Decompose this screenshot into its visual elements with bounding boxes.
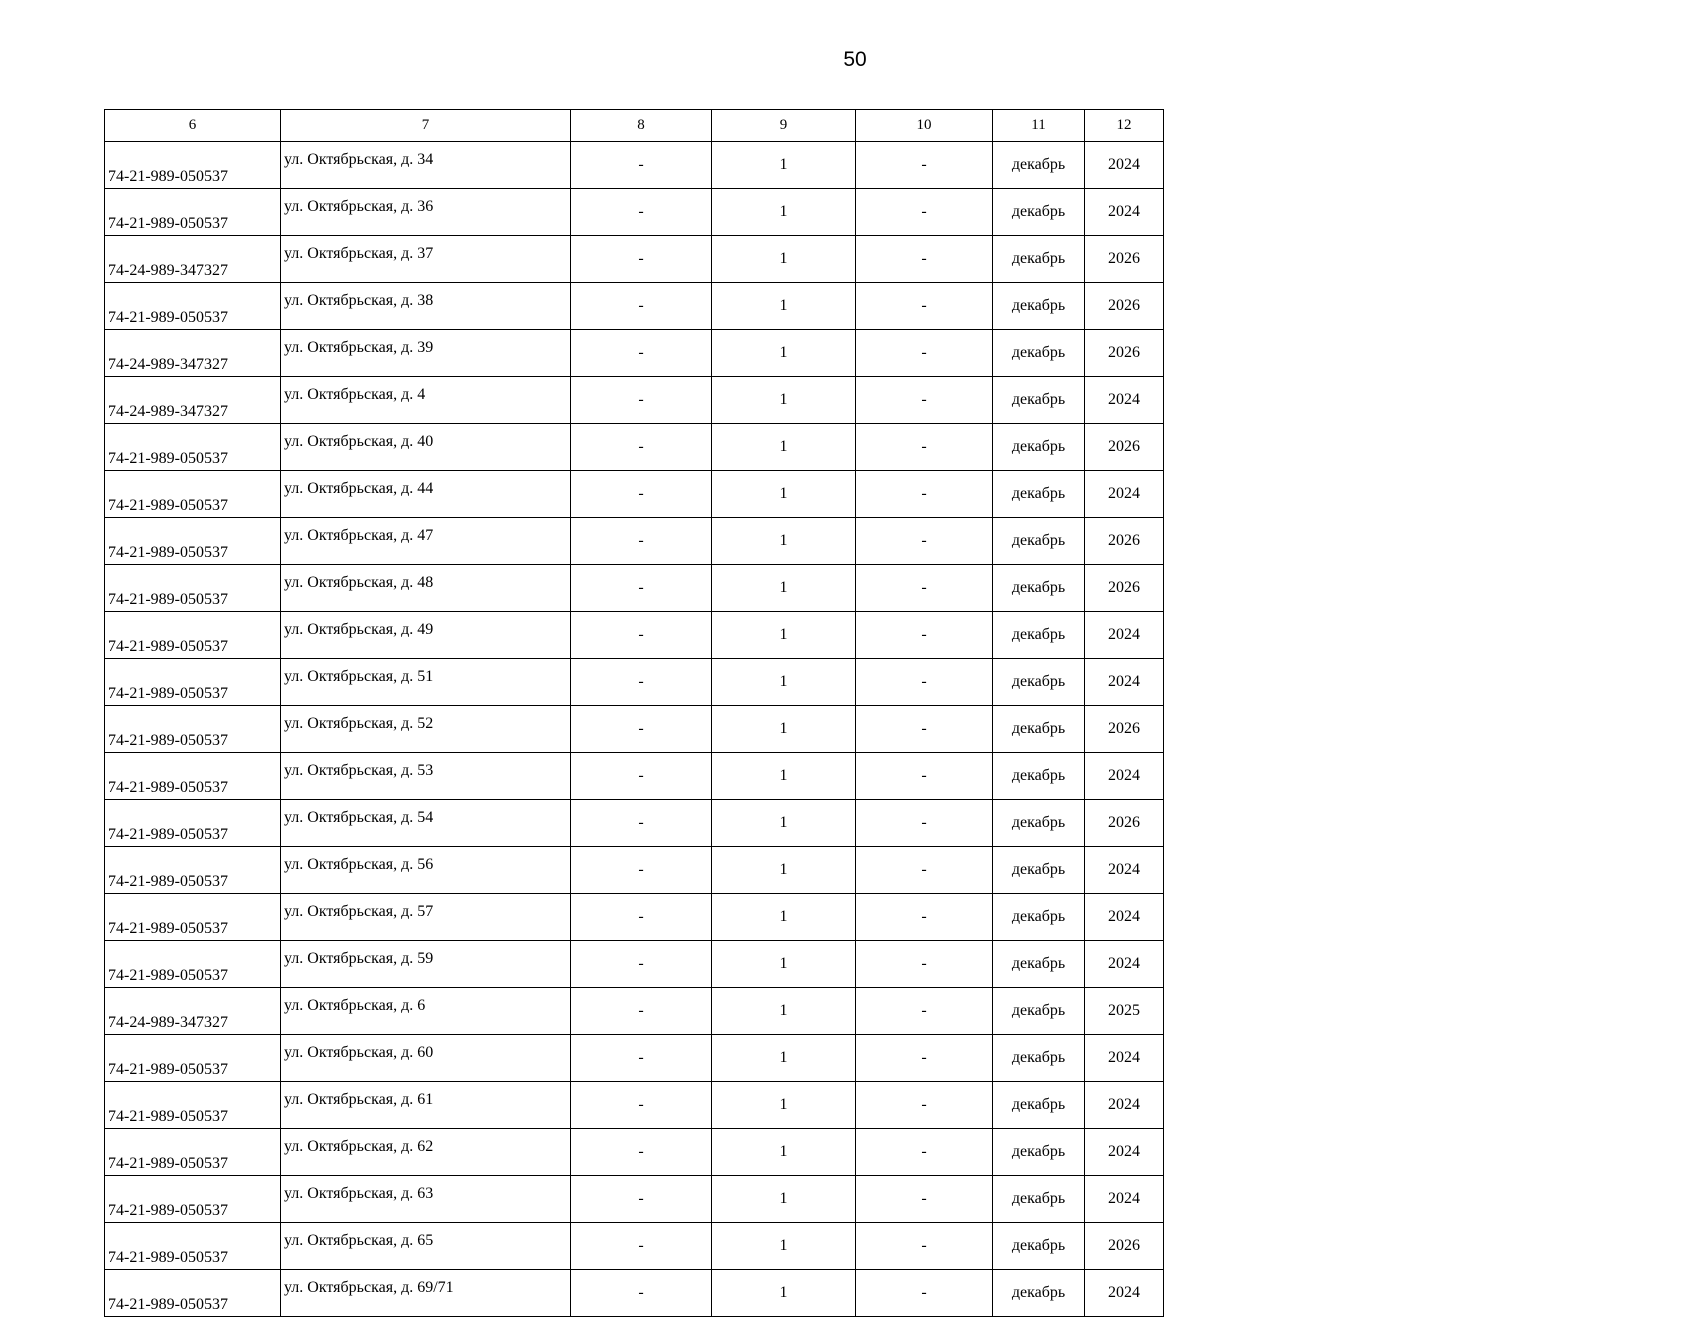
address-cell: ул. Октябрьская, д. 6 (281, 988, 571, 1035)
table-row (105, 894, 1164, 941)
address-cell: ул. Октябрьская, д. 59 (281, 941, 571, 988)
month-cell: декабрь (993, 283, 1085, 330)
table-row (105, 471, 1164, 518)
year-cell: 2026 (1085, 330, 1164, 377)
address-cell: ул. Октябрьская, д. 4 (281, 377, 571, 424)
col-10-cell: - (856, 1082, 993, 1129)
month-cell: декабрь (993, 565, 1085, 612)
col-10-cell: - (856, 330, 993, 377)
year-cell: 2024 (1085, 377, 1164, 424)
col-8-cell: - (571, 142, 712, 189)
table-row (105, 1129, 1164, 1176)
col-9-cell: 1 (712, 236, 856, 283)
cadastral-number-cell: 74-21-989-050537 (105, 189, 281, 236)
col-8-cell: - (571, 1176, 712, 1223)
col-8-cell: - (571, 330, 712, 377)
table-row (105, 1082, 1164, 1129)
table-row (105, 941, 1164, 988)
col-8-cell: - (571, 518, 712, 565)
column-header: 11 (993, 110, 1085, 142)
col-8-cell: - (571, 988, 712, 1035)
table-row (105, 565, 1164, 612)
address-cell: ул. Октябрьская, д. 47 (281, 518, 571, 565)
col-9-cell: 1 (712, 988, 856, 1035)
cadastral-number-cell: 74-21-989-050537 (105, 283, 281, 330)
month-cell: декабрь (993, 1270, 1085, 1317)
table-row (105, 706, 1164, 753)
col-9-cell: 1 (712, 1223, 856, 1270)
col-9-cell: 1 (712, 189, 856, 236)
col-10-cell: - (856, 236, 993, 283)
month-cell: декабрь (993, 471, 1085, 518)
col-9-cell: 1 (712, 283, 856, 330)
col-10-cell: - (856, 189, 993, 236)
col-10-cell: - (856, 1176, 993, 1223)
cadastral-number-cell: 74-21-989-050537 (105, 941, 281, 988)
month-cell: декабрь (993, 988, 1085, 1035)
col-10-cell: - (856, 753, 993, 800)
month-cell: декабрь (993, 236, 1085, 283)
table-row (105, 330, 1164, 377)
address-cell: ул. Октябрьская, д. 49 (281, 612, 571, 659)
address-cell: ул. Октябрьская, д. 62 (281, 1129, 571, 1176)
month-cell: декабрь (993, 894, 1085, 941)
schedule-table (104, 109, 1164, 1317)
year-cell: 2026 (1085, 236, 1164, 283)
table-row (105, 800, 1164, 847)
col-10-cell: - (856, 142, 993, 189)
address-cell: ул. Октябрьская, д. 61 (281, 1082, 571, 1129)
month-cell: декабрь (993, 330, 1085, 377)
col-9-cell: 1 (712, 330, 856, 377)
col-10-cell: - (856, 424, 993, 471)
table-row (105, 189, 1164, 236)
col-9-cell: 1 (712, 659, 856, 706)
table-row (105, 424, 1164, 471)
col-9-cell: 1 (712, 894, 856, 941)
address-cell: ул. Октябрьская, д. 53 (281, 753, 571, 800)
cadastral-number-cell: 74-21-989-050537 (105, 142, 281, 189)
col-8-cell: - (571, 1270, 712, 1317)
table-row (105, 1176, 1164, 1223)
col-9-cell: 1 (712, 753, 856, 800)
col-10-cell: - (856, 988, 993, 1035)
col-9-cell: 1 (712, 1035, 856, 1082)
col-10-cell: - (856, 471, 993, 518)
table-row (105, 377, 1164, 424)
year-cell: 2026 (1085, 706, 1164, 753)
cadastral-number-cell: 74-24-989-347327 (105, 988, 281, 1035)
address-cell: ул. Октябрьская, д. 34 (281, 142, 571, 189)
col-9-cell: 1 (712, 424, 856, 471)
month-cell: декабрь (993, 706, 1085, 753)
year-cell: 2024 (1085, 189, 1164, 236)
address-cell: ул. Октябрьская, д. 54 (281, 800, 571, 847)
col-10-cell: - (856, 565, 993, 612)
col-8-cell: - (571, 377, 712, 424)
cadastral-number-cell: 74-21-989-050537 (105, 1270, 281, 1317)
table-row (105, 518, 1164, 565)
cadastral-number-cell: 74-21-989-050537 (105, 753, 281, 800)
year-cell: 2026 (1085, 800, 1164, 847)
col-10-cell: - (856, 1035, 993, 1082)
cadastral-number-cell: 74-21-989-050537 (105, 471, 281, 518)
year-cell: 2025 (1085, 988, 1164, 1035)
column-header: 7 (281, 110, 571, 142)
col-10-cell: - (856, 1223, 993, 1270)
address-cell: ул. Октябрьская, д. 40 (281, 424, 571, 471)
month-cell: декабрь (993, 847, 1085, 894)
col-8-cell: - (571, 189, 712, 236)
address-cell: ул. Октябрьская, д. 60 (281, 1035, 571, 1082)
col-8-cell: - (571, 706, 712, 753)
col-10-cell: - (856, 706, 993, 753)
address-cell: ул. Октябрьская, д. 36 (281, 189, 571, 236)
year-cell: 2024 (1085, 847, 1164, 894)
cadastral-number-cell: 74-21-989-050537 (105, 1176, 281, 1223)
col-10-cell: - (856, 894, 993, 941)
col-10-cell: - (856, 612, 993, 659)
col-8-cell: - (571, 941, 712, 988)
col-10-cell: - (856, 283, 993, 330)
col-8-cell: - (571, 612, 712, 659)
col-10-cell: - (856, 941, 993, 988)
cadastral-number-cell: 74-24-989-347327 (105, 377, 281, 424)
cadastral-number-cell: 74-21-989-050537 (105, 894, 281, 941)
month-cell: декабрь (993, 800, 1085, 847)
col-8-cell: - (571, 847, 712, 894)
col-8-cell: - (571, 894, 712, 941)
cadastral-number-cell: 74-21-989-050537 (105, 1129, 281, 1176)
col-8-cell: - (571, 659, 712, 706)
table-row (105, 283, 1164, 330)
col-8-cell: - (571, 753, 712, 800)
col-9-cell: 1 (712, 1176, 856, 1223)
address-cell: ул. Октябрьская, д. 44 (281, 471, 571, 518)
col-10-cell: - (856, 800, 993, 847)
col-8-cell: - (571, 283, 712, 330)
month-cell: декабрь (993, 142, 1085, 189)
year-cell: 2026 (1085, 565, 1164, 612)
col-9-cell: 1 (712, 142, 856, 189)
month-cell: декабрь (993, 1082, 1085, 1129)
header-row (105, 110, 1164, 142)
col-10-cell: - (856, 1129, 993, 1176)
table-row (105, 847, 1164, 894)
year-cell: 2026 (1085, 283, 1164, 330)
month-cell: декабрь (993, 753, 1085, 800)
year-cell: 2024 (1085, 1035, 1164, 1082)
year-cell: 2024 (1085, 1082, 1164, 1129)
cadastral-number-cell: 74-21-989-050537 (105, 1223, 281, 1270)
col-10-cell: - (856, 659, 993, 706)
cadastral-number-cell: 74-21-989-050537 (105, 800, 281, 847)
table-row (105, 612, 1164, 659)
table-row (105, 659, 1164, 706)
cadastral-number-cell: 74-21-989-050537 (105, 847, 281, 894)
col-8-cell: - (571, 800, 712, 847)
month-cell: декабрь (993, 612, 1085, 659)
year-cell: 2026 (1085, 518, 1164, 565)
address-cell: ул. Октябрьская, д. 65 (281, 1223, 571, 1270)
col-9-cell: 1 (712, 565, 856, 612)
column-header: 10 (856, 110, 993, 142)
year-cell: 2026 (1085, 424, 1164, 471)
month-cell: декабрь (993, 518, 1085, 565)
table-header (105, 110, 1164, 142)
address-cell: ул. Октябрьская, д. 39 (281, 330, 571, 377)
address-cell: ул. Октябрьская, д. 56 (281, 847, 571, 894)
month-cell: декабрь (993, 189, 1085, 236)
year-cell: 2026 (1085, 1223, 1164, 1270)
col-10-cell: - (856, 1270, 993, 1317)
year-cell: 2024 (1085, 753, 1164, 800)
address-cell: ул. Октябрьская, д. 48 (281, 565, 571, 612)
table-row (105, 142, 1164, 189)
address-cell: ул. Октябрьская, д. 69/71 (281, 1270, 571, 1317)
col-9-cell: 1 (712, 941, 856, 988)
col-9-cell: 1 (712, 847, 856, 894)
cadastral-number-cell: 74-21-989-050537 (105, 659, 281, 706)
month-cell: декабрь (993, 424, 1085, 471)
col-9-cell: 1 (712, 800, 856, 847)
cadastral-number-cell: 74-21-989-050537 (105, 424, 281, 471)
col-8-cell: - (571, 236, 712, 283)
year-cell: 2024 (1085, 471, 1164, 518)
year-cell: 2024 (1085, 659, 1164, 706)
cadastral-number-cell: 74-21-989-050537 (105, 1082, 281, 1129)
address-cell: ул. Октябрьская, д. 38 (281, 283, 571, 330)
col-8-cell: - (571, 1035, 712, 1082)
table-body (105, 142, 1164, 1317)
col-8-cell: - (571, 1223, 712, 1270)
month-cell: декабрь (993, 1035, 1085, 1082)
col-9-cell: 1 (712, 1129, 856, 1176)
cadastral-number-cell: 74-21-989-050537 (105, 1035, 281, 1082)
col-8-cell: - (571, 565, 712, 612)
cadastral-number-cell: 74-24-989-347327 (105, 330, 281, 377)
col-8-cell: - (571, 1082, 712, 1129)
col-9-cell: 1 (712, 518, 856, 565)
table-row (105, 1270, 1164, 1317)
year-cell: 2024 (1085, 1270, 1164, 1317)
table-row (105, 988, 1164, 1035)
year-cell: 2024 (1085, 612, 1164, 659)
year-cell: 2024 (1085, 1176, 1164, 1223)
address-cell: ул. Октябрьская, д. 51 (281, 659, 571, 706)
column-header: 9 (712, 110, 856, 142)
col-9-cell: 1 (712, 377, 856, 424)
col-10-cell: - (856, 518, 993, 565)
address-cell: ул. Октябрьская, д. 63 (281, 1176, 571, 1223)
col-9-cell: 1 (712, 612, 856, 659)
col-9-cell: 1 (712, 1082, 856, 1129)
col-8-cell: - (571, 424, 712, 471)
table-row (105, 1223, 1164, 1270)
year-cell: 2024 (1085, 894, 1164, 941)
col-10-cell: - (856, 847, 993, 894)
cadastral-number-cell: 74-21-989-050537 (105, 518, 281, 565)
cadastral-number-cell: 74-21-989-050537 (105, 706, 281, 753)
year-cell: 2024 (1085, 1129, 1164, 1176)
month-cell: декабрь (993, 1129, 1085, 1176)
year-cell: 2024 (1085, 941, 1164, 988)
col-9-cell: 1 (712, 706, 856, 753)
month-cell: декабрь (993, 1176, 1085, 1223)
cadastral-number-cell: 74-21-989-050537 (105, 612, 281, 659)
table-row (105, 753, 1164, 800)
month-cell: декабрь (993, 1223, 1085, 1270)
month-cell: декабрь (993, 377, 1085, 424)
column-header: 12 (1085, 110, 1164, 142)
col-8-cell: - (571, 1129, 712, 1176)
cadastral-number-cell: 74-21-989-050537 (105, 565, 281, 612)
column-header: 8 (571, 110, 712, 142)
month-cell: декабрь (993, 941, 1085, 988)
table-row (105, 1035, 1164, 1082)
col-8-cell: - (571, 471, 712, 518)
col-10-cell: - (856, 377, 993, 424)
col-9-cell: 1 (712, 471, 856, 518)
address-cell: ул. Октябрьская, д. 37 (281, 236, 571, 283)
page-number: 50 (843, 48, 867, 71)
address-cell: ул. Октябрьская, д. 57 (281, 894, 571, 941)
column-header: 6 (105, 110, 281, 142)
address-cell: ул. Октябрьская, д. 52 (281, 706, 571, 753)
month-cell: декабрь (993, 659, 1085, 706)
cadastral-number-cell: 74-24-989-347327 (105, 236, 281, 283)
col-9-cell: 1 (712, 1270, 856, 1317)
table-row (105, 236, 1164, 283)
year-cell: 2024 (1085, 142, 1164, 189)
